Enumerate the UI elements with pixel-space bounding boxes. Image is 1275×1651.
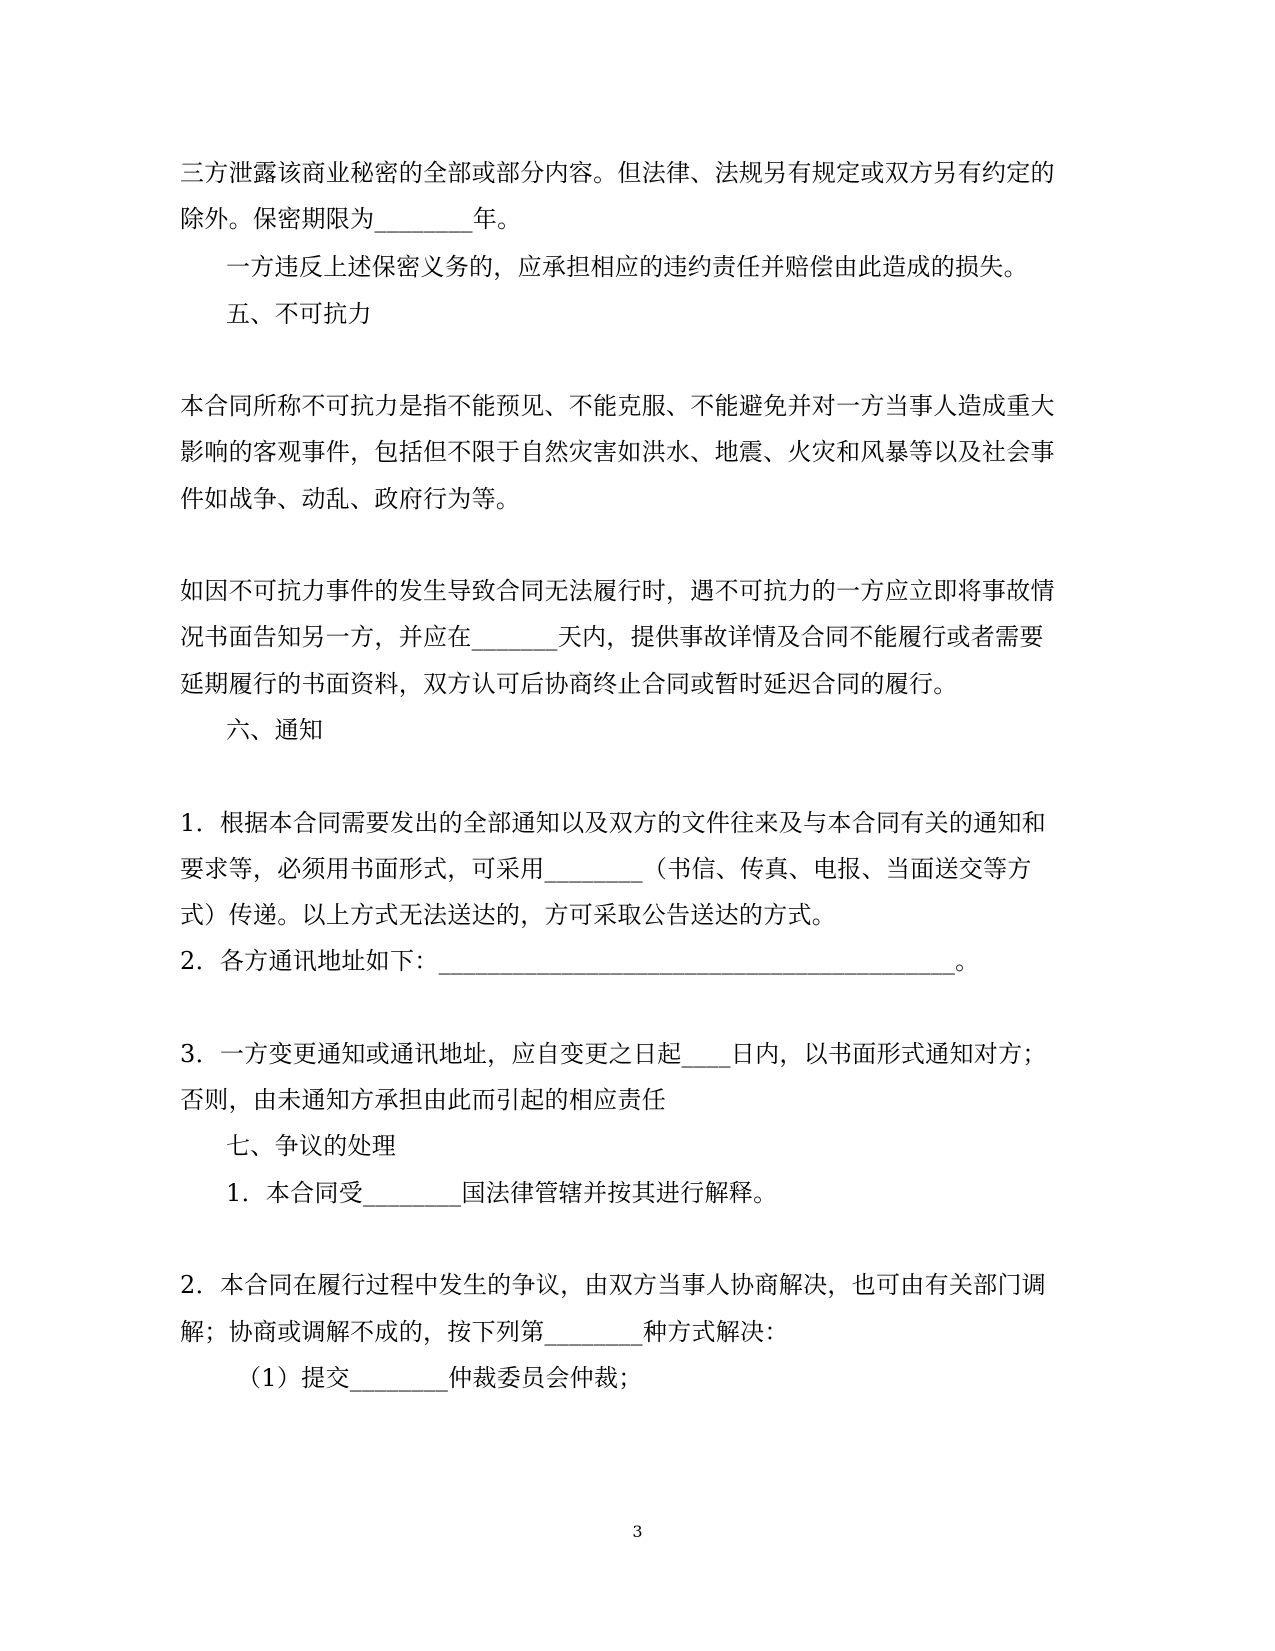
- text-line: 3．一方变更通知或通讯地址，应自变更之日起____日内，以书面形式通知对方；: [180, 1040, 1047, 1068]
- text-line: 1．根据本合同需要发出的全部通知以及双方的文件往来及与本合同有关的通知和: [180, 809, 1047, 837]
- text-line: 要求等，必须用书面形式，可采用________（书信、传真、电报、当面送交等方: [180, 855, 1032, 883]
- text-line: 三方泄露该商业秘密的全部或部分内容。但法律、法规另有规定或双方另有约定的: [180, 159, 1055, 187]
- text-line: （1）提交________仲裁委员会仲裁；: [237, 1364, 643, 1392]
- text-line: 一方违反上述保密义务的，应承担相应的违约责任并赔偿由此造成的损失。: [226, 253, 1028, 281]
- text-line: 1．本合同受________国法律管辖并按其进行解释。: [226, 1179, 778, 1207]
- page-number: 3: [632, 1522, 643, 1541]
- text-line: 况书面告知另一方，并应在_______天内，提供事故详情及合同不能履行或者需要: [180, 623, 1044, 651]
- text-line: 2．各方通讯地址如下：__________________________________________。: [180, 947, 980, 975]
- text-line: 式）传递。以上方式无法送达的，方可采取公告送达的方式。: [180, 901, 837, 929]
- text-line: 解；协商或调解不成的，按下列第________种方式解决：: [180, 1318, 789, 1346]
- text-line: 除外。保密期限为________年。: [180, 205, 522, 233]
- text-line: 延期履行的书面资料，双方认可后协商终止合同或暂时延迟合同的履行。: [180, 670, 958, 698]
- text-line: 2．本合同在履行过程中发生的争议，由双方当事人协商解决，也可由有关部门调: [180, 1271, 1047, 1299]
- section-heading: 七、争议的处理: [226, 1132, 397, 1160]
- text-line: 本合同所称不可抗力是指不能预见、不能克服、不能避免并对一方当事人造成重大: [180, 392, 1055, 420]
- text-line: 件如战争、动乱、政府行为等。: [180, 485, 521, 513]
- text-line: 如因不可抗力事件的发生导致合同无法履行时，遇不可抗力的一方应立即将事故情: [180, 577, 1055, 605]
- section-heading: 六、通知: [226, 716, 324, 744]
- text-line: 影响的客观事件，包括但不限于自然灾害如洪水、地震、火灾和风暴等以及社会事: [180, 438, 1055, 466]
- text-line: 否则，由未通知方承担由此而引起的相应责任: [180, 1086, 666, 1114]
- section-heading: 五、不可抗力: [226, 300, 372, 328]
